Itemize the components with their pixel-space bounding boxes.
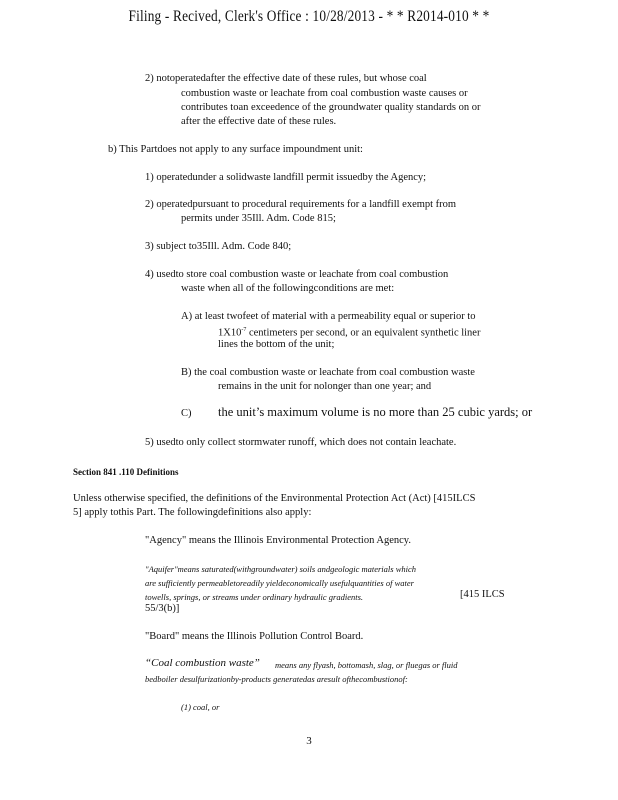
item-b4c-text: the unit’s maximum volume is no more than 25 cubic yards; or <box>218 405 533 419</box>
item-b5: 5) usedto only collect stormwater runoff, which does not contain leachate. <box>145 437 457 448</box>
item-b2-line1: 2) operatedpursuant to procedural requirements for a landfill exempt from <box>145 199 457 210</box>
definition-ccw-line1: means any flyash, bottomash, slag, or fluegas or fluid <box>275 660 458 670</box>
item-b4b-line1: B) the coal combustion waste or leachate from coal combustion waste <box>181 367 475 378</box>
item-a2-line3: contributes toan exceedence of the groundwater quality standards on or <box>181 102 481 113</box>
item-a2-line2: combustion waste or leachate from coal combustion waste causes or <box>181 88 468 99</box>
section-heading: Section 841 .110 Definitions <box>73 467 179 477</box>
item-b4a-line1: A) at least twofeet of material with a permeability equal or superior to <box>181 311 476 322</box>
permeability-rest: centimeters per second, or an equivalent synthetic liner <box>246 327 481 339</box>
item-a2-line4: after the effective date of these rules. <box>181 116 337 127</box>
definition-ccw-item1: (1) coal, or <box>181 702 220 712</box>
item-b: b) This Partdoes not apply to any surface impoundment unit: <box>108 144 363 155</box>
item-b4-line2: waste when all of the followingconditions are met: <box>181 283 395 294</box>
definition-aquifer-citation-end: 55/3(b)] <box>145 603 180 614</box>
item-b3: 3) subject to35Ill. Adm. Code 840; <box>145 241 292 252</box>
definition-aquifer-citation: [415 ILCS <box>460 589 505 600</box>
filing-header: Filing - Recived, Clerk's Office : 10/28/2013 - * * R2014-010 * * <box>128 8 490 25</box>
permeability-exponent: -7 <box>241 327 247 333</box>
item-b1: 1) operatedunder a solidwaste landfill permit issuedby the Agency; <box>145 172 427 183</box>
item-a2-line1: 2) notoperatedafter the effective date of these rules, but whose coal <box>145 73 427 84</box>
definition-agency: "Agency" means the Illinois Environmental Protection Agency. <box>145 535 411 546</box>
definition-aquifer-line1: "Aquifer"means saturated(withgroundwater) soils andgeologic materials which <box>145 564 417 574</box>
intro-line1: Unless otherwise specified, the definitions of the Environmental Protection Act (Act) [415ILCS <box>73 493 476 504</box>
item-b4c-label: C) <box>181 408 192 419</box>
item-b4-line1: 4) usedto store coal combustion waste or leachate from coal combustion <box>145 269 449 280</box>
definition-ccw-line2: bedboiler desulfurizationby-products generatedas aresult ofthecombustionof: <box>145 674 408 684</box>
permeability-value: 1X10 <box>218 327 242 339</box>
item-b4a-line3: lines the bottom of the unit; <box>218 339 335 350</box>
definition-aquifer-line3: towells, springs, or streams under ordinary hydraulic gradients. <box>145 592 364 602</box>
page-number: 3 <box>306 735 312 747</box>
definition-aquifer-line2: are sufficiently permeabletoreadily yieldeconomically usefulquantities of water <box>145 578 414 588</box>
definition-board: "Board" means the Illinois Pollution Control Board. <box>145 631 364 642</box>
item-b2-line2: permits under 35Ill. Adm. Code 815; <box>181 213 336 224</box>
intro-line2: 5] apply tothis Part. The followingdefinitions also apply: <box>73 507 312 518</box>
definition-ccw-term: “Coal combustion waste” <box>145 657 260 669</box>
item-b4b-line2: remains in the unit for nolonger than one year; and <box>218 381 432 392</box>
